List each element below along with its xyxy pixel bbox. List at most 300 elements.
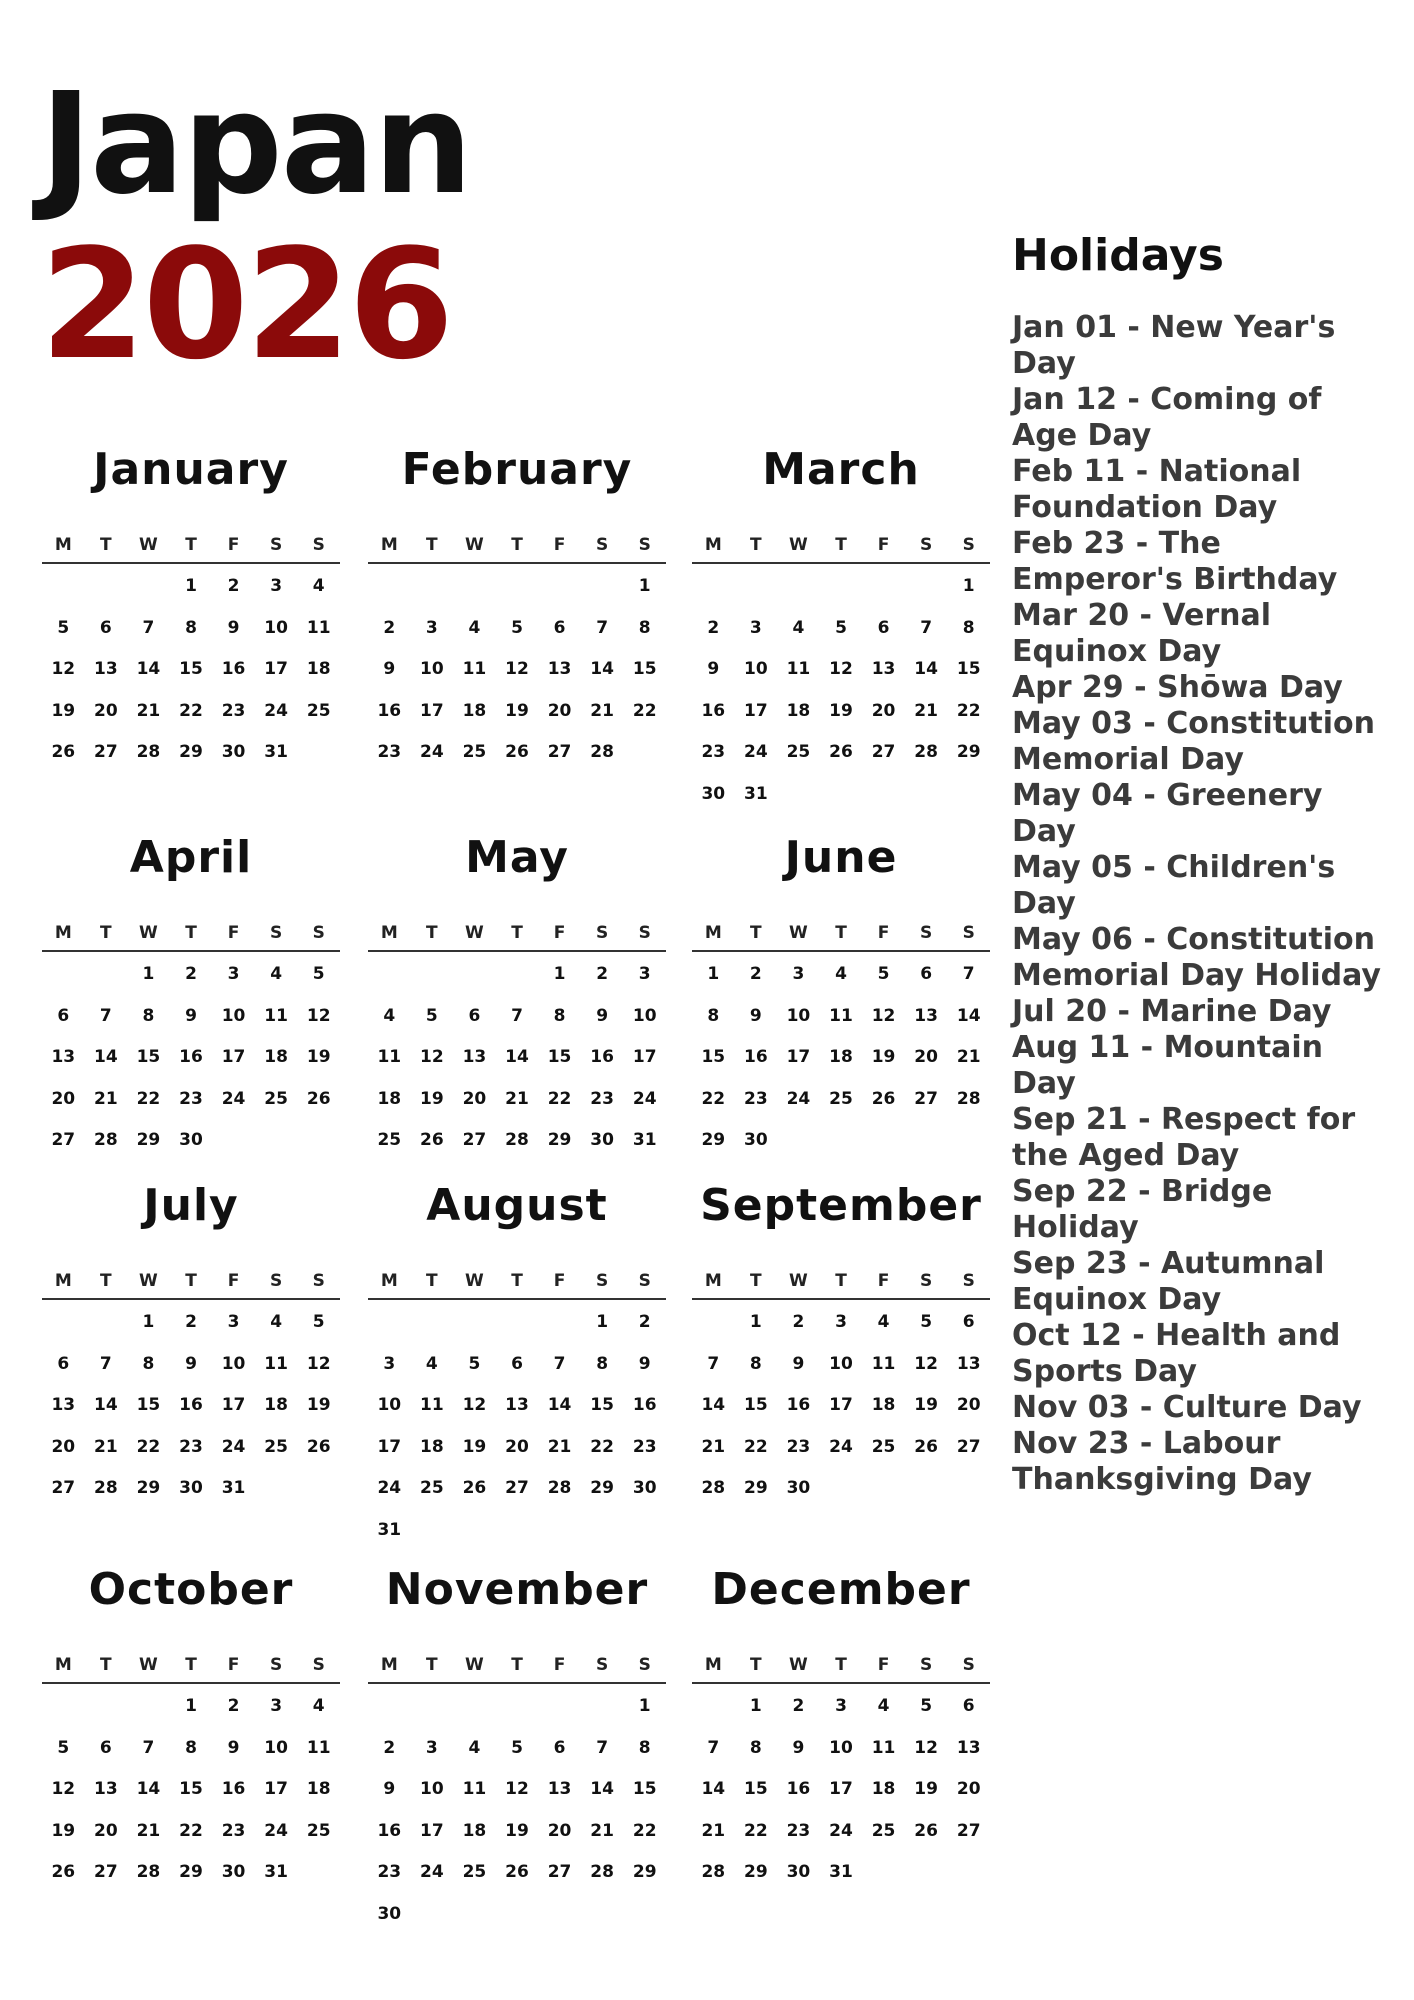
- calendar-year: 2026: [40, 216, 452, 393]
- empty-day-cell: [692, 1686, 735, 1728]
- day-cell: 19: [871, 1047, 896, 1067]
- day-cell: 15: [632, 1779, 657, 1799]
- day-cell: 29: [744, 1478, 768, 1498]
- day-cell: 7: [596, 1737, 609, 1758]
- day-cell: 17: [420, 700, 444, 721]
- day-cell: 21: [547, 1436, 572, 1457]
- day-cell: 23: [786, 1820, 811, 1841]
- day-cell: 5: [57, 1737, 70, 1758]
- day-cell: 19: [829, 700, 853, 721]
- weekday-header: [692, 916, 990, 952]
- days-grid: [692, 952, 990, 1162]
- weekday-label: M: [380, 1271, 398, 1291]
- weekday-label: T: [835, 535, 847, 555]
- weekday-label: M: [54, 535, 72, 555]
- day-cell: 1: [749, 1312, 762, 1332]
- empty-day-cell: [411, 954, 454, 996]
- day-cell: 26: [51, 1862, 76, 1882]
- day-cell: 30: [377, 1903, 402, 1924]
- weekday-label: S: [270, 1655, 283, 1675]
- day-cell: 19: [505, 1820, 529, 1841]
- holiday-item: Aug 11 - Mountain Day: [1012, 1030, 1323, 1101]
- day-cell: 7: [99, 1005, 112, 1026]
- weekday-label: F: [877, 1271, 890, 1291]
- day-cell: 20: [462, 1088, 487, 1109]
- day-cell: 4: [312, 576, 325, 596]
- day-cell: 6: [57, 1005, 70, 1026]
- empty-day-cell: [735, 566, 778, 608]
- weekday-label: W: [789, 923, 808, 943]
- day-cell: 25: [871, 1820, 896, 1841]
- day-cell: 12: [420, 1047, 444, 1067]
- weekday-label: T: [100, 1655, 112, 1675]
- day-cell: 12: [306, 1005, 331, 1026]
- day-cell: 3: [835, 1696, 847, 1716]
- day-cell: 26: [871, 1088, 896, 1109]
- day-cell: 20: [51, 1436, 76, 1457]
- day-cell: 2: [749, 964, 762, 984]
- day-cell: 7: [596, 617, 609, 638]
- day-cell: 5: [468, 1353, 481, 1374]
- day-cell: 6: [920, 964, 933, 984]
- day-cell: 9: [749, 1005, 762, 1026]
- day-cell: 21: [136, 700, 161, 721]
- day-cell: 21: [956, 1047, 981, 1067]
- day-cell: 28: [505, 1130, 529, 1150]
- day-cell: 6: [511, 1353, 523, 1374]
- day-cell: 14: [94, 1047, 118, 1067]
- day-cell: 28: [94, 1130, 118, 1150]
- empty-day-cell: [692, 1302, 735, 1344]
- empty-day-cell: [777, 566, 820, 608]
- weekday-label: T: [835, 1271, 847, 1291]
- day-cell: 29: [179, 1862, 203, 1882]
- day-cell: 19: [505, 700, 529, 721]
- weekday-label: S: [920, 1271, 933, 1291]
- day-cell: 13: [956, 1353, 981, 1374]
- empty-day-cell: [368, 1302, 411, 1344]
- day-cell: 9: [638, 1353, 651, 1374]
- weekday-header: [692, 528, 990, 564]
- day-cell: 9: [383, 659, 396, 679]
- weekday-label: F: [553, 1271, 566, 1291]
- day-cell: 31: [632, 1130, 657, 1150]
- day-cell: 29: [179, 742, 203, 762]
- day-cell: 4: [270, 964, 283, 984]
- day-cell: 23: [179, 1088, 203, 1109]
- weekday-label: S: [312, 1271, 325, 1291]
- day-cell: 10: [829, 1353, 853, 1374]
- day-cell: 11: [264, 1005, 288, 1026]
- weekday-label: M: [380, 535, 398, 555]
- empty-day-cell: [411, 566, 454, 608]
- day-cell: 31: [221, 1478, 246, 1498]
- day-cell: 8: [142, 1353, 155, 1374]
- month-march: [692, 440, 990, 815]
- day-cell: 28: [914, 742, 938, 762]
- day-cell: 5: [425, 1005, 438, 1026]
- day-cell: 2: [792, 1696, 805, 1716]
- day-cell: 25: [306, 700, 331, 721]
- day-cell: 3: [227, 964, 240, 984]
- day-cell: 24: [221, 1436, 246, 1457]
- day-cell: 3: [270, 576, 283, 596]
- day-cell: 26: [306, 1088, 331, 1109]
- day-cell: 18: [871, 1395, 896, 1415]
- day-cell: 20: [547, 700, 572, 721]
- days-grid: [692, 1300, 990, 1510]
- day-cell: 7: [99, 1353, 112, 1374]
- day-cell: 16: [377, 700, 402, 721]
- day-cell: 26: [829, 742, 853, 762]
- holiday-list: [1012, 310, 1392, 1498]
- day-cell: 30: [786, 1478, 811, 1498]
- day-cell: 30: [179, 1130, 203, 1150]
- day-cell: 20: [94, 1820, 118, 1841]
- day-cell: 18: [306, 659, 331, 679]
- holiday-item: Sep 21 - Respect for the Aged Day: [1012, 1102, 1356, 1173]
- day-cell: 2: [596, 964, 609, 984]
- day-cell: 11: [871, 1737, 896, 1758]
- holiday-item: Mar 20 - Vernal Equinox Day: [1012, 598, 1272, 669]
- weekday-label: M: [54, 923, 72, 943]
- day-cell: 23: [179, 1436, 203, 1457]
- day-cell: 29: [136, 1130, 161, 1150]
- month-name: October: [88, 1564, 294, 1615]
- day-cell: 8: [185, 1737, 197, 1758]
- weekday-label: W: [789, 535, 808, 555]
- weekday-label: S: [638, 923, 651, 943]
- day-cell: 25: [377, 1130, 402, 1150]
- day-cell: 22: [136, 1436, 161, 1457]
- day-cell: 20: [94, 700, 118, 721]
- empty-day-cell: [538, 1302, 581, 1344]
- day-cell: 21: [590, 1820, 614, 1841]
- day-cell: 21: [94, 1436, 118, 1457]
- day-cell: 24: [377, 1478, 402, 1498]
- days-grid: [42, 952, 340, 1162]
- day-cell: 7: [142, 617, 155, 638]
- day-cell: 15: [136, 1047, 161, 1067]
- day-cell: 23: [377, 1862, 402, 1882]
- day-cell: 3: [425, 1737, 438, 1758]
- day-cell: 18: [462, 700, 487, 721]
- day-cell: 14: [590, 659, 614, 679]
- day-cell: 1: [596, 1312, 609, 1332]
- day-cell: 2: [638, 1312, 651, 1332]
- weekday-label: S: [962, 923, 975, 943]
- day-cell: 20: [871, 700, 896, 721]
- empty-day-cell: [85, 1686, 128, 1728]
- month-july: [42, 1176, 340, 1510]
- day-cell: 18: [306, 1779, 331, 1799]
- day-cell: 28: [701, 1478, 726, 1498]
- weekday-label: M: [704, 1271, 722, 1291]
- day-cell: 8: [142, 1005, 155, 1026]
- empty-day-cell: [496, 566, 539, 608]
- day-cell: 16: [786, 1395, 811, 1415]
- day-cell: 3: [638, 964, 651, 984]
- day-cell: 3: [383, 1353, 396, 1374]
- holiday-item: Oct 12 - Health and Sports Day: [1012, 1318, 1341, 1389]
- empty-day-cell: [453, 954, 496, 996]
- day-cell: 23: [744, 1088, 768, 1109]
- day-cell: 4: [312, 1696, 325, 1716]
- day-cell: 17: [744, 700, 768, 721]
- month-june: [692, 828, 990, 1162]
- day-cell: 18: [420, 1436, 444, 1457]
- day-cell: 5: [511, 617, 523, 638]
- day-cell: 23: [701, 742, 726, 762]
- day-cell: 29: [136, 1478, 161, 1498]
- day-cell: 30: [786, 1862, 811, 1882]
- day-cell: 18: [871, 1779, 896, 1799]
- weekday-label: S: [638, 1271, 651, 1291]
- month-may: [368, 828, 666, 1162]
- day-cell: 1: [749, 1696, 762, 1716]
- day-cell: 10: [264, 1737, 288, 1758]
- day-cell: 6: [99, 617, 112, 638]
- day-cell: 12: [914, 1353, 938, 1374]
- day-cell: 16: [590, 1047, 614, 1067]
- day-cell: 8: [185, 617, 197, 638]
- weekday-label: W: [139, 923, 158, 943]
- empty-day-cell: [538, 566, 581, 608]
- month-name: December: [711, 1564, 971, 1615]
- day-cell: 13: [547, 1779, 572, 1799]
- empty-day-cell: [581, 1686, 624, 1728]
- empty-day-cell: [820, 566, 863, 608]
- day-cell: 29: [547, 1130, 572, 1150]
- empty-day-cell: [905, 566, 948, 608]
- day-cell: 28: [136, 742, 161, 762]
- day-cell: 27: [51, 1478, 76, 1498]
- day-cell: 21: [914, 700, 938, 721]
- day-cell: 26: [51, 742, 76, 762]
- weekday-label: T: [835, 1655, 847, 1675]
- day-cell: 13: [51, 1047, 76, 1067]
- day-cell: 24: [744, 742, 768, 762]
- day-cell: 17: [221, 1047, 246, 1067]
- day-cell: 18: [264, 1395, 288, 1415]
- empty-day-cell: [496, 954, 539, 996]
- empty-day-cell: [496, 1302, 539, 1344]
- weekday-label: W: [139, 535, 158, 555]
- day-cell: 27: [956, 1436, 981, 1457]
- day-cell: 12: [914, 1737, 938, 1758]
- day-cell: 8: [962, 617, 975, 638]
- day-cell: 30: [179, 1478, 203, 1498]
- days-grid: [42, 1300, 340, 1510]
- day-cell: 18: [829, 1047, 853, 1067]
- day-cell: 6: [553, 617, 566, 638]
- day-cell: 22: [179, 700, 203, 721]
- day-cell: 2: [707, 617, 720, 638]
- day-cell: 1: [142, 1312, 155, 1332]
- day-cell: 6: [99, 1737, 112, 1758]
- weekday-label: F: [877, 1655, 890, 1675]
- day-cell: 19: [462, 1436, 487, 1457]
- days-grid: [42, 564, 340, 774]
- day-cell: 9: [792, 1353, 805, 1374]
- day-cell: 9: [596, 1005, 609, 1026]
- weekday-label: F: [227, 923, 240, 943]
- holiday-item: May 06 - Constitution Memorial Day Holiday: [1012, 922, 1381, 993]
- day-cell: 17: [264, 1779, 288, 1799]
- weekday-header: [368, 1648, 666, 1684]
- day-cell: 29: [632, 1862, 657, 1882]
- day-cell: 15: [590, 1395, 614, 1415]
- day-cell: 4: [425, 1353, 438, 1374]
- day-cell: 30: [221, 742, 246, 762]
- holiday-item: May 04 - Greenery Day: [1012, 778, 1323, 849]
- day-cell: 14: [547, 1395, 572, 1415]
- day-cell: 20: [547, 1820, 572, 1841]
- day-cell: 17: [221, 1395, 246, 1415]
- day-cell: 25: [462, 1862, 487, 1882]
- weekday-header: [368, 528, 666, 564]
- day-cell: 19: [306, 1047, 331, 1067]
- day-cell: 5: [511, 1737, 523, 1758]
- weekday-label: S: [638, 535, 651, 555]
- empty-day-cell: [127, 1686, 170, 1728]
- day-cell: 18: [264, 1047, 288, 1067]
- day-cell: 12: [462, 1395, 487, 1415]
- weekday-label: F: [553, 1655, 566, 1675]
- day-cell: 14: [136, 659, 161, 679]
- day-cell: 25: [462, 742, 487, 762]
- day-cell: 30: [744, 1130, 768, 1150]
- day-cell: 14: [136, 1779, 161, 1799]
- weekday-label: T: [185, 1271, 197, 1291]
- month-name: January: [93, 444, 289, 495]
- day-cell: 22: [179, 1820, 203, 1841]
- day-cell: 9: [792, 1737, 805, 1758]
- day-cell: 2: [185, 1312, 197, 1332]
- weekday-label: S: [270, 1271, 283, 1291]
- empty-day-cell: [453, 566, 496, 608]
- weekday-label: S: [920, 923, 933, 943]
- day-cell: 16: [786, 1779, 811, 1799]
- day-cell: 11: [829, 1005, 853, 1026]
- day-cell: 10: [221, 1353, 246, 1374]
- weekday-label: F: [227, 1271, 240, 1291]
- day-cell: 17: [420, 1820, 444, 1841]
- weekday-label: T: [511, 1655, 523, 1675]
- month-name: November: [385, 1564, 649, 1615]
- day-cell: 16: [221, 659, 246, 679]
- weekday-label: W: [139, 1271, 158, 1291]
- weekday-label: F: [553, 923, 566, 943]
- day-cell: 20: [914, 1047, 938, 1067]
- day-cell: 13: [505, 1395, 529, 1415]
- day-cell: 24: [264, 1820, 288, 1841]
- day-cell: 3: [749, 617, 762, 638]
- day-cell: 6: [962, 1696, 975, 1716]
- month-december: [692, 1560, 990, 1894]
- empty-day-cell: [85, 1302, 128, 1344]
- day-cell: 13: [94, 1779, 118, 1799]
- day-cell: 27: [51, 1130, 76, 1150]
- day-cell: 15: [632, 659, 657, 679]
- day-cell: 12: [51, 1779, 76, 1799]
- day-cell: 25: [871, 1436, 896, 1457]
- holiday-item: Nov 23 - Labour Thanksgiving Day: [1012, 1426, 1312, 1497]
- day-cell: 24: [264, 700, 288, 721]
- day-cell: 21: [94, 1088, 118, 1109]
- day-cell: 26: [505, 742, 529, 762]
- empty-day-cell: [862, 566, 905, 608]
- day-cell: 22: [744, 1820, 768, 1841]
- day-cell: 26: [505, 1862, 529, 1882]
- day-cell: 5: [920, 1312, 933, 1332]
- holiday-item: Feb 11 - National Foundation Day: [1012, 454, 1302, 525]
- day-cell: 7: [511, 1005, 523, 1026]
- day-cell: 8: [749, 1737, 762, 1758]
- weekday-label: T: [750, 923, 762, 943]
- empty-day-cell: [42, 1686, 85, 1728]
- day-cell: 7: [553, 1353, 566, 1374]
- day-cell: 26: [306, 1436, 331, 1457]
- empty-day-cell: [85, 954, 128, 996]
- day-cell: 12: [505, 1779, 529, 1799]
- day-cell: 25: [420, 1478, 444, 1498]
- weekday-label: S: [596, 1271, 609, 1291]
- day-cell: 4: [835, 964, 847, 984]
- day-cell: 19: [914, 1779, 938, 1799]
- day-cell: 7: [920, 617, 933, 638]
- weekday-label: S: [962, 1271, 975, 1291]
- day-cell: 3: [270, 1696, 283, 1716]
- day-cell: 5: [920, 1696, 933, 1716]
- day-cell: 19: [914, 1395, 938, 1415]
- day-cell: 20: [956, 1395, 981, 1415]
- day-cell: 1: [185, 1696, 197, 1716]
- weekday-label: T: [100, 923, 112, 943]
- day-cell: 4: [877, 1696, 890, 1716]
- holiday-item: Sep 22 - Bridge Holiday: [1012, 1174, 1273, 1245]
- month-october: [42, 1560, 340, 1894]
- day-cell: 13: [462, 1047, 487, 1067]
- empty-day-cell: [368, 954, 411, 996]
- empty-day-cell: [42, 1302, 85, 1344]
- day-cell: 15: [547, 1047, 572, 1067]
- day-cell: 24: [786, 1088, 811, 1109]
- day-cell: 11: [264, 1353, 288, 1374]
- day-cell: 17: [264, 659, 288, 679]
- weekday-header: [692, 1648, 990, 1684]
- day-cell: 4: [383, 1005, 396, 1026]
- day-cell: 5: [312, 964, 325, 984]
- day-cell: 10: [744, 659, 768, 679]
- day-cell: 12: [306, 1353, 331, 1374]
- day-cell: 19: [420, 1088, 444, 1109]
- day-cell: 14: [701, 1779, 726, 1799]
- weekday-header: [368, 916, 666, 952]
- day-cell: 24: [632, 1088, 657, 1109]
- day-cell: 1: [638, 576, 651, 596]
- day-cell: 21: [136, 1820, 161, 1841]
- day-cell: 30: [632, 1478, 657, 1498]
- day-cell: 28: [701, 1862, 726, 1882]
- day-cell: 17: [786, 1047, 811, 1067]
- weekday-label: M: [704, 535, 722, 555]
- day-cell: 27: [547, 742, 572, 762]
- month-name: July: [143, 1180, 239, 1231]
- day-cell: 25: [264, 1088, 288, 1109]
- weekday-label: T: [511, 923, 523, 943]
- weekday-header: [42, 528, 340, 564]
